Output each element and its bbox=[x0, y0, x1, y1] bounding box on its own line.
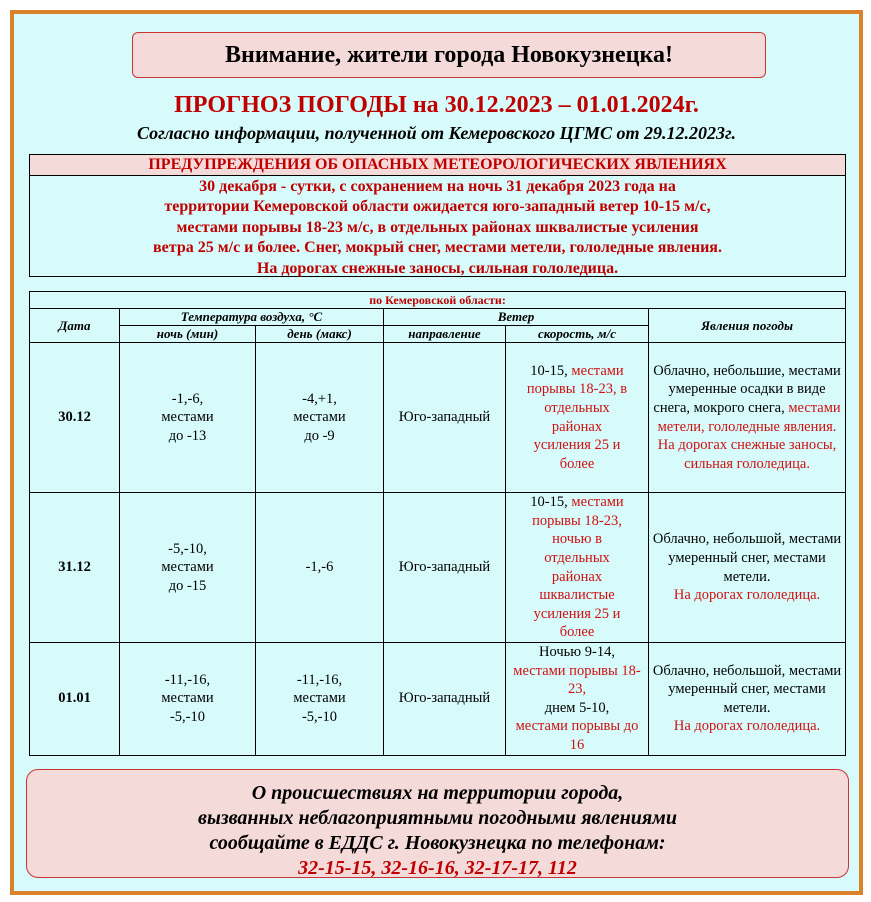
row-night-temp bbox=[120, 343, 256, 493]
poster-frame bbox=[10, 10, 863, 895]
attention-text: Внимание, жители города Новокузнецка! bbox=[225, 41, 673, 68]
speed-line: Ночью 9-14, bbox=[539, 644, 615, 660]
forecast-table bbox=[29, 291, 846, 756]
day-line: до -9 bbox=[304, 427, 335, 444]
night-line: -1,-6, bbox=[171, 390, 204, 407]
row-phenomena bbox=[649, 343, 846, 493]
row-night-temp bbox=[120, 643, 256, 756]
row-wind-speed bbox=[506, 493, 649, 643]
row-day-temp bbox=[256, 343, 384, 493]
header-date: Дата bbox=[30, 309, 120, 343]
header-day: день (макс) bbox=[256, 326, 384, 343]
table-row bbox=[30, 643, 846, 756]
row-wind-direction: Юго-западный bbox=[384, 493, 506, 643]
night-line: местами bbox=[161, 409, 214, 426]
phenomena-warning-text: местами метели, гололедные явления. На дорогах снежные заносы, сильная гололедица. bbox=[657, 399, 841, 472]
header-night: ночь (мин) bbox=[120, 326, 256, 343]
row-date: 01.01 bbox=[30, 643, 120, 756]
day-line: местами bbox=[293, 690, 346, 707]
warning-line: На дорогах снежные заносы, сильная гололедица. bbox=[256, 259, 619, 277]
forecast-title-main: ПРОГНОЗ ПОГОДЫ bbox=[174, 92, 413, 118]
speed-text: 10-15, bbox=[530, 362, 572, 379]
forecast-title-range: на 30.12.2023 – 01.01.2024г. bbox=[412, 92, 699, 118]
night-line: местами bbox=[161, 559, 214, 576]
day-line: -5,-10 bbox=[301, 709, 338, 726]
header-phenomena: Явления погоды bbox=[649, 309, 846, 343]
contact-box bbox=[26, 769, 849, 878]
contact-line: вызванных неблагоприятными погодными явлениями bbox=[198, 807, 677, 829]
warning-line: местами порывы 18-23 м/с, в отдельных районах шквалистые усиления bbox=[176, 218, 699, 236]
phone-numbers: 32-15-15, 32-16-16, 32-17-17, 112 bbox=[298, 857, 577, 879]
phenomena-text: Облачно, небольшие, местами умеренные осадки в виде снега, мокрого снега, bbox=[653, 362, 841, 416]
phenomena-warning-text: На дорогах гололедица. bbox=[673, 718, 821, 735]
warning-heading: ПРЕДУПРЕЖДЕНИЯ ОБ ОПАСНЫХ МЕТЕОРОЛОГИЧЕСКИХ ЯВЛЕНИЯХ bbox=[30, 155, 845, 176]
row-date: 31.12 bbox=[30, 493, 120, 643]
day-line: -11,-16, bbox=[296, 671, 343, 688]
forecast-table-wrap bbox=[29, 291, 845, 756]
row-wind-direction: Юго-западный bbox=[384, 343, 506, 493]
speed-warning-text: местами порывы 18-23, в отдельных районах усиления 25 и более bbox=[526, 362, 628, 472]
row-day-temp bbox=[256, 493, 384, 643]
header-wind: Ветер bbox=[384, 309, 649, 326]
speed-text: 10-15, bbox=[530, 494, 572, 511]
region-header: по Кемеровской области: bbox=[30, 292, 846, 309]
speed-warning-line: местами порывы 18-23, bbox=[513, 662, 641, 698]
row-date: 30.12 bbox=[30, 343, 120, 493]
phenomena-text: Облачно, небольшой, местами умеренный снег, местами метели. bbox=[652, 531, 842, 585]
night-line: до -13 bbox=[168, 427, 207, 444]
warning-box bbox=[29, 154, 846, 277]
row-wind-speed bbox=[506, 343, 649, 493]
day-line: -1,-6 bbox=[305, 559, 334, 576]
row-phenomena bbox=[649, 643, 846, 756]
speed-warning-text: местами порывы 18-23, ночью в отдельных районах шквалистые усиления 25 и более bbox=[532, 494, 624, 641]
night-line: -5,-10, bbox=[168, 540, 207, 557]
day-line: местами bbox=[293, 409, 346, 426]
phenomena-text: Облачно, небольшой, местами умеренный снег, местами метели. bbox=[652, 662, 842, 716]
table-row bbox=[30, 493, 846, 643]
warning-line: территории Кемеровской области ожидается юго-западный ветер 10-15 м/с, bbox=[164, 198, 711, 216]
source-line: Согласно информации, полученной от Кемеровского ЦГМС от 29.12.2023г. bbox=[137, 123, 736, 143]
header-direction: направление bbox=[384, 326, 506, 343]
contact-line: О происшествиях на территории города, bbox=[251, 782, 624, 804]
row-wind-direction: Юго-западный bbox=[384, 643, 506, 756]
header-speed: скорость, м/с bbox=[506, 326, 649, 343]
speed-line: днем 5-10, bbox=[544, 699, 610, 716]
forecast-title bbox=[14, 92, 859, 119]
night-line: до -15 bbox=[168, 577, 207, 594]
speed-warning-line: местами порывы до 16 bbox=[515, 718, 639, 753]
night-line: местами bbox=[161, 690, 214, 707]
header-temperature: Температура воздуха, °С bbox=[120, 309, 384, 326]
night-line: -11,-16, bbox=[164, 671, 211, 688]
attention-banner bbox=[132, 32, 766, 78]
row-phenomena bbox=[649, 493, 846, 643]
day-line: -4,+1, bbox=[302, 390, 337, 407]
warning-line: 30 декабря - сутки, с сохранением на ночь 31 декабря 2023 года на bbox=[199, 178, 676, 195]
warning-text bbox=[30, 176, 845, 279]
contact-line: сообщайте в ЕДДС г. Новокузнецка по телефонам: bbox=[209, 832, 666, 854]
row-night-temp bbox=[120, 493, 256, 643]
night-line: -5,-10 bbox=[169, 709, 206, 726]
phenomena-warning-text: На дорогах гололедица. bbox=[673, 587, 821, 604]
row-day-temp bbox=[256, 643, 384, 756]
warning-line: ветра 25 м/с и более. Снег, мокрый снег, местами метели, гололедные явления. bbox=[153, 239, 722, 257]
table-row bbox=[30, 343, 846, 493]
row-wind-speed bbox=[506, 643, 649, 756]
